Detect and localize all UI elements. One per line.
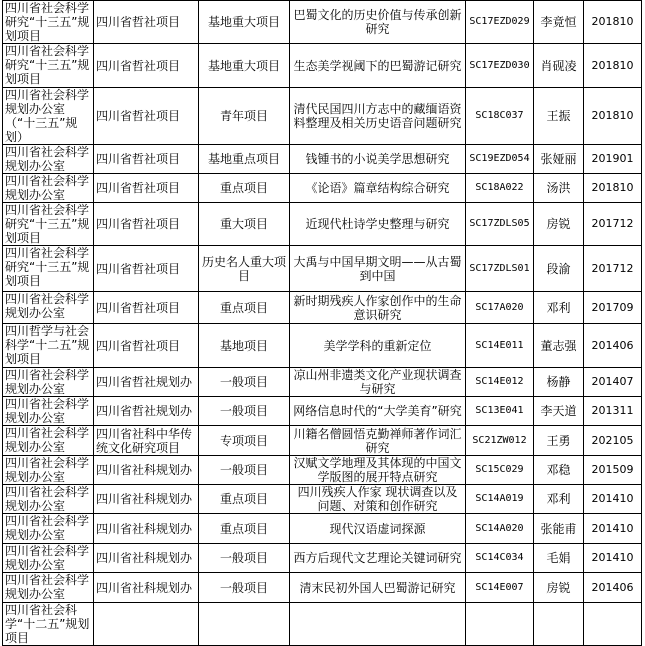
table-row xyxy=(3,426,642,456)
project-code-cell[interactable]: SC15C029 xyxy=(466,456,534,485)
person-cell[interactable]: 段渝 xyxy=(534,246,584,292)
table-row xyxy=(3,88,642,145)
issuer-cell[interactable]: 四川省社会科学规划办公室（“十三五”规划） xyxy=(3,88,94,145)
issuer-cell[interactable]: 四川哲学与社会科学“十二五”规划项目 xyxy=(3,324,94,368)
project-code-cell[interactable]: SC14E007 xyxy=(466,573,534,603)
issuer-cell[interactable]: 四川省社会科学研究“十三五”规划项目 xyxy=(3,246,94,292)
table-row xyxy=(3,573,642,603)
issuer-cell[interactable]: 四川省社会科学规划办公室 xyxy=(3,397,94,426)
org-cell[interactable] xyxy=(94,603,199,646)
person-cell[interactable]: 邓利 xyxy=(534,292,584,324)
project-type-cell[interactable]: 一般项目 xyxy=(199,368,290,397)
issuer-cell[interactable]: 四川省社会科学规划办公室 xyxy=(3,174,94,203)
issuer-cell[interactable]: 四川省社会科学研究“十三五”规划项目 xyxy=(3,1,94,44)
org-cell[interactable]: 四川省哲社项目 xyxy=(94,44,199,88)
person-cell[interactable]: 杨静 xyxy=(534,368,584,397)
table-row xyxy=(3,44,642,88)
project-code-cell[interactable]: SC17EZD029 xyxy=(466,1,534,44)
table-row xyxy=(3,292,642,324)
project-title-cell[interactable]: 《论语》篇章结构综合研究 xyxy=(290,174,466,203)
project-code-cell[interactable] xyxy=(466,603,534,646)
project-type-cell[interactable]: 一般项目 xyxy=(199,397,290,426)
person-cell[interactable]: 李天道 xyxy=(534,397,584,426)
project-title-cell[interactable]: 大禹与中国早期文明——从古蜀到中国 xyxy=(290,246,466,292)
person-cell[interactable] xyxy=(534,603,584,646)
project-title-cell[interactable]: 清末民初外国人巴蜀游记研究 xyxy=(290,573,466,603)
project-title-cell[interactable]: 近现代杜诗学史整理与研究 xyxy=(290,203,466,246)
project-type-cell[interactable]: 重点项目 xyxy=(199,514,290,544)
table-row xyxy=(3,246,642,292)
project-type-cell[interactable]: 基地项目 xyxy=(199,324,290,368)
project-code-cell[interactable]: SC14A019 xyxy=(466,485,534,514)
issuer-cell[interactable]: 四川省社会科学规划办公室 xyxy=(3,485,94,514)
project-type-cell[interactable]: 基地重大项目 xyxy=(199,1,290,44)
issuer-cell[interactable]: 四川省社会科学研究“十三五”规划项目 xyxy=(3,44,94,88)
project-code-cell[interactable]: SC17A020 xyxy=(466,292,534,324)
person-cell[interactable]: 房锐 xyxy=(534,573,584,603)
org-cell[interactable]: 四川省社科规划办 xyxy=(94,573,199,603)
table-row xyxy=(3,203,642,246)
table-row xyxy=(3,544,642,573)
date-cell[interactable]: 201509 xyxy=(584,456,642,485)
table-row xyxy=(3,324,642,368)
issuer-cell[interactable]: 四川省社会科学规划办公室 xyxy=(3,145,94,174)
issuer-cell[interactable]: 四川省社会科学规划办公室 xyxy=(3,426,94,456)
date-cell[interactable]: 202105 xyxy=(584,426,642,456)
project-title-cell[interactable]: 钱锺书的小说美学思想研究 xyxy=(290,145,466,174)
project-title-cell[interactable]: 网络信息时代的“大学美育”研究 xyxy=(290,397,466,426)
table-row xyxy=(3,514,642,544)
date-cell[interactable]: 201810 xyxy=(584,174,642,203)
org-cell[interactable]: 四川省哲社规划办 xyxy=(94,368,199,397)
project-type-cell[interactable]: 重点项目 xyxy=(199,485,290,514)
issuer-cell[interactable]: 四川省社会科学规划办公室 xyxy=(3,544,94,573)
org-cell[interactable]: 四川省哲社项目 xyxy=(94,203,199,246)
table-row xyxy=(3,174,642,203)
person-cell[interactable]: 汤洪 xyxy=(534,174,584,203)
date-cell[interactable]: 201810 xyxy=(584,1,642,44)
date-cell[interactable]: 201810 xyxy=(584,88,642,145)
issuer-cell[interactable]: 四川省社会科学规划办公室 xyxy=(3,368,94,397)
person-cell[interactable]: 王振 xyxy=(534,88,584,145)
table-row xyxy=(3,397,642,426)
date-cell[interactable]: 201410 xyxy=(584,485,642,514)
project-type-cell[interactable]: 重点项目 xyxy=(199,174,290,203)
org-cell[interactable]: 四川省哲社项目 xyxy=(94,246,199,292)
person-cell[interactable]: 毛娟 xyxy=(534,544,584,573)
date-cell[interactable]: 201709 xyxy=(584,292,642,324)
project-title-cell[interactable]: 生态美学视阈下的巴蜀游记研究 xyxy=(290,44,466,88)
project-code-cell[interactable]: SC13E041 xyxy=(466,397,534,426)
table-row xyxy=(3,368,642,397)
date-cell[interactable]: 201406 xyxy=(584,324,642,368)
person-cell[interactable]: 王勇 xyxy=(534,426,584,456)
org-cell[interactable]: 四川省社科规划办 xyxy=(94,544,199,573)
table-row xyxy=(3,456,642,485)
org-cell[interactable]: 四川省社科规划办 xyxy=(94,456,199,485)
org-cell[interactable]: 四川省哲社项目 xyxy=(94,292,199,324)
project-type-cell[interactable]: 一般项目 xyxy=(199,544,290,573)
date-cell[interactable]: 201406 xyxy=(584,573,642,603)
project-title-cell[interactable]: 汉赋文学地理及其体现的中国文学版图的展开特点研究 xyxy=(290,456,466,485)
date-cell[interactable]: 201712 xyxy=(584,203,642,246)
project-title-cell[interactable]: 凉山州非遗类文化产业现状调查与研究 xyxy=(290,368,466,397)
issuer-cell[interactable]: 四川省社会科学规划办公室 xyxy=(3,456,94,485)
org-cell[interactable]: 四川省社科规划办 xyxy=(94,514,199,544)
project-title-cell[interactable]: 清代民国四川方志中的藏缅语资料整理及相关历史语音问题研究 xyxy=(290,88,466,145)
project-type-cell[interactable]: 重大项目 xyxy=(199,203,290,246)
project-code-cell[interactable]: SC19EZD054 xyxy=(466,145,534,174)
project-type-cell[interactable]: 一般项目 xyxy=(199,456,290,485)
projects-table xyxy=(2,0,642,646)
table-row xyxy=(3,485,642,514)
issuer-cell[interactable]: 四川省社会科学规划办公室 xyxy=(3,514,94,544)
project-code-cell[interactable]: SC14E012 xyxy=(466,368,534,397)
person-cell[interactable]: 李竟恒 xyxy=(534,1,584,44)
person-cell[interactable]: 张能甫 xyxy=(534,514,584,544)
project-code-cell[interactable]: SC21ZW012 xyxy=(466,426,534,456)
project-code-cell[interactable]: SC18C037 xyxy=(466,88,534,145)
project-code-cell[interactable]: SC17ZDLS01 xyxy=(466,246,534,292)
date-cell[interactable]: 201712 xyxy=(584,246,642,292)
date-cell[interactable]: 201410 xyxy=(584,514,642,544)
project-type-cell[interactable]: 基地重点项目 xyxy=(199,145,290,174)
project-type-cell[interactable]: 青年项目 xyxy=(199,88,290,145)
org-cell[interactable]: 四川省哲社项目 xyxy=(94,1,199,44)
person-cell[interactable]: 邓稳 xyxy=(534,456,584,485)
project-title-cell[interactable]: 美学学科的重新定位 xyxy=(290,324,466,368)
org-cell[interactable]: 四川省哲社项目 xyxy=(94,145,199,174)
person-cell[interactable]: 张娅丽 xyxy=(534,145,584,174)
project-title-cell[interactable]: 四川残疾人作家 现状调查以及问题、对策和创作研究 xyxy=(290,485,466,514)
project-code-cell[interactable]: SC14C034 xyxy=(466,544,534,573)
person-cell[interactable]: 邓利 xyxy=(534,485,584,514)
date-cell[interactable]: 201311 xyxy=(584,397,642,426)
org-cell[interactable]: 四川省哲社规划办 xyxy=(94,397,199,426)
issuer-cell[interactable]: 四川省社会科学规划办公室 xyxy=(3,292,94,324)
org-cell[interactable]: 四川省哲社项目 xyxy=(94,174,199,203)
date-cell[interactable]: 201810 xyxy=(584,44,642,88)
project-code-cell[interactable]: SC17ZDLS05 xyxy=(466,203,534,246)
project-type-cell[interactable]: 重点项目 xyxy=(199,292,290,324)
projects-table-body xyxy=(3,1,642,646)
project-title-cell[interactable]: 新时期残疾人作家创作中的生命意识研究 xyxy=(290,292,466,324)
project-title-cell[interactable]: 川籍名僧圆悟克勤禅师著作词汇研究 xyxy=(290,426,466,456)
project-type-cell[interactable]: 一般项目 xyxy=(199,573,290,603)
org-cell[interactable]: 四川省哲社项目 xyxy=(94,88,199,145)
issuer-cell[interactable]: 四川省社会科学研究“十三五”规划项目 xyxy=(3,203,94,246)
date-cell[interactable]: 201410 xyxy=(584,544,642,573)
org-cell[interactable]: 四川省社科规划办 xyxy=(94,485,199,514)
person-cell[interactable]: 肖砚凌 xyxy=(534,44,584,88)
project-title-cell[interactable] xyxy=(290,603,466,646)
project-type-cell[interactable]: 专项项目 xyxy=(199,426,290,456)
date-cell[interactable]: 201901 xyxy=(584,145,642,174)
person-cell[interactable]: 董志强 xyxy=(534,324,584,368)
project-code-cell[interactable]: SC17EZD030 xyxy=(466,44,534,88)
project-title-cell[interactable]: 西方后现代文艺理论关键词研究 xyxy=(290,544,466,573)
project-type-cell[interactable] xyxy=(199,603,290,646)
date-cell[interactable]: 201407 xyxy=(584,368,642,397)
date-cell[interactable] xyxy=(584,603,642,646)
table-row-partial xyxy=(3,603,642,646)
project-type-cell[interactable]: 基地重大项目 xyxy=(199,44,290,88)
table-row xyxy=(3,145,642,174)
org-cell[interactable]: 四川省社科中华传统文化研究项目 xyxy=(94,426,199,456)
issuer-cell[interactable]: 四川省社会科学“十二五”规划项目 xyxy=(3,603,94,646)
project-title-cell[interactable]: 现代汉语虚词探源 xyxy=(290,514,466,544)
project-type-cell[interactable]: 历史名人重大项目 xyxy=(199,246,290,292)
org-cell[interactable]: 四川省哲社项目 xyxy=(94,324,199,368)
project-title-cell[interactable]: 巴蜀文化的历史价值与传承创新研究 xyxy=(290,1,466,44)
issuer-cell[interactable]: 四川省社会科学规划办公室 xyxy=(3,573,94,603)
person-cell[interactable]: 房锐 xyxy=(534,203,584,246)
project-code-cell[interactable]: SC18A022 xyxy=(466,174,534,203)
project-code-cell[interactable]: SC14A020 xyxy=(466,514,534,544)
project-code-cell[interactable]: SC14E011 xyxy=(466,324,534,368)
table-row xyxy=(3,1,642,44)
